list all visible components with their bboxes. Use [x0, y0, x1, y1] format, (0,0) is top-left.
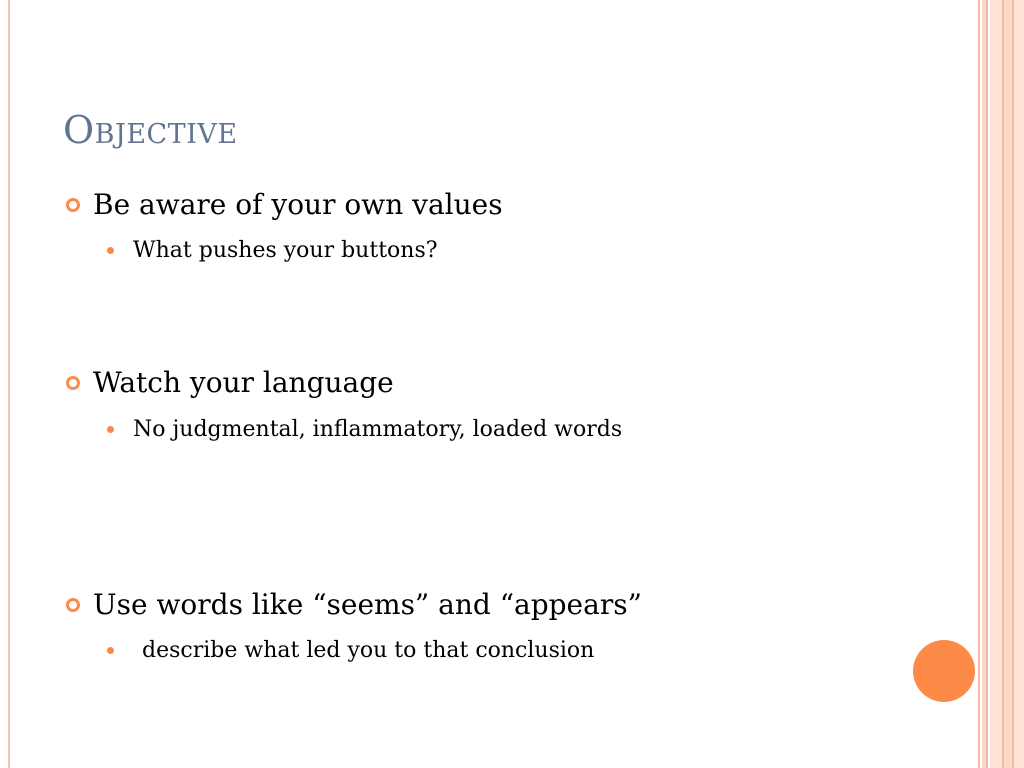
bullet-item [66, 188, 503, 221]
sub-bullet-text: What pushes your buttons? [133, 238, 438, 263]
bullet-text: Be aware of your own values [93, 188, 503, 221]
bullet-text: Use words like “seems” and “appears” [93, 588, 642, 621]
right-border-stripe [990, 0, 1002, 768]
ring-bullet-icon [66, 598, 80, 612]
slide-title: Objective [63, 108, 238, 152]
bullet-item [66, 588, 642, 621]
right-border-stripe [978, 0, 980, 768]
bullet-item [66, 366, 394, 399]
right-border-stripe [986, 0, 988, 768]
dot-bullet-icon [107, 647, 114, 654]
ring-bullet-icon [66, 198, 80, 212]
decorative-orange-circle [913, 640, 975, 702]
right-border-stripe [1004, 0, 1012, 768]
dot-bullet-icon [107, 247, 114, 254]
right-border-stripe [1014, 0, 1024, 768]
sub-bullet-item [107, 238, 438, 263]
sub-bullet-item [107, 638, 594, 663]
left-border-line [8, 0, 10, 768]
bullet-text: Watch your language [93, 366, 394, 399]
ring-bullet-icon [66, 376, 80, 390]
sub-bullet-text: describe what led you to that conclusion [142, 638, 595, 663]
dot-bullet-icon [107, 426, 114, 433]
sub-bullet-item [107, 417, 622, 442]
sub-bullet-text: No judgmental, inflammatory, loaded words [133, 417, 623, 442]
